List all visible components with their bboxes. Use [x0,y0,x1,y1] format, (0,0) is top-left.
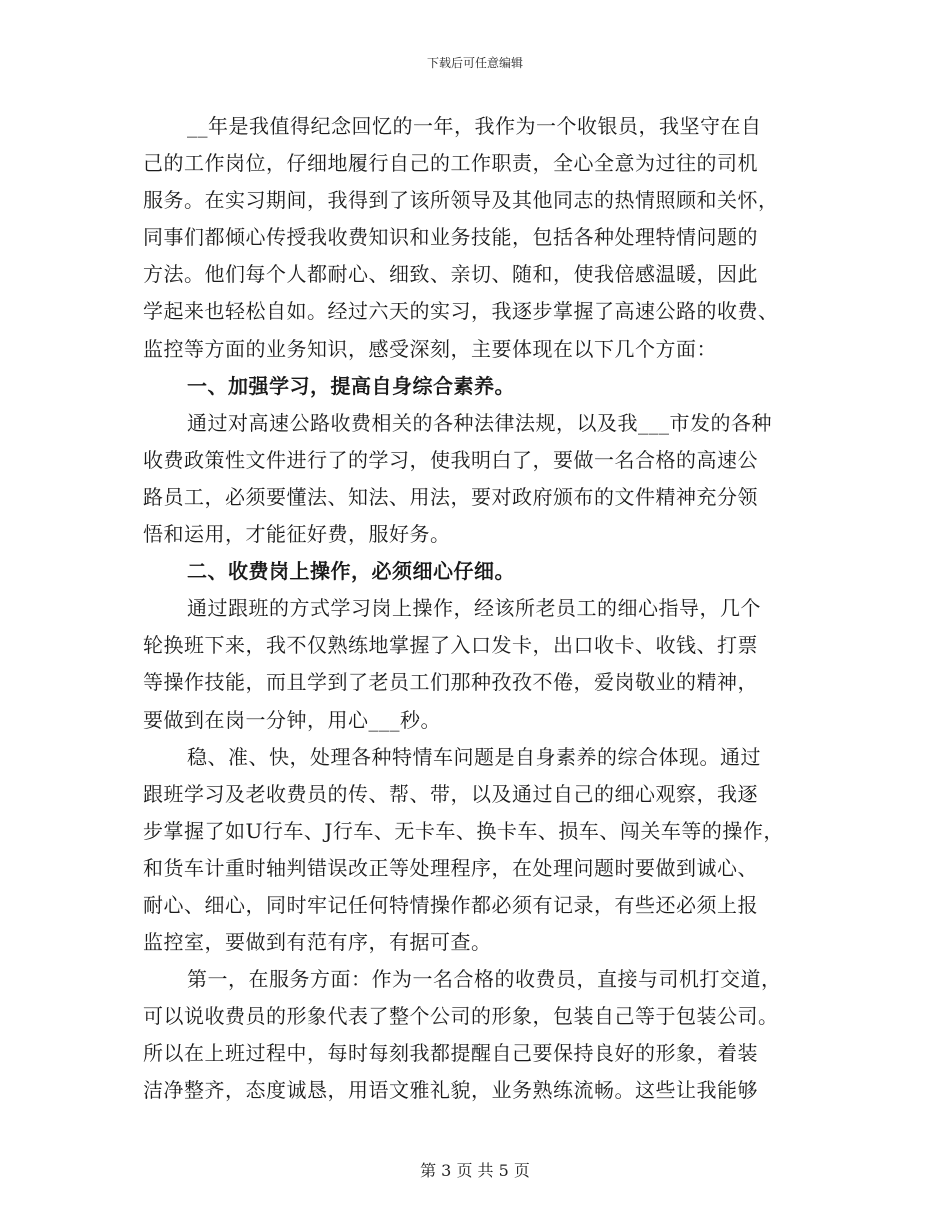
document-body [143,108,823,1110]
paragraph-line: 学起来也轻松自如。经过六天的实习，我逐步掌握了高速公路的收费、 [143,299,779,324]
paragraph-line: 己的工作岗位，仔细地履行自己的工作职责，全心全意为过往的司机 [143,151,758,176]
paragraph-line: 步掌握了如U行车、J行车、无卡车、换卡车、损车、闯关车等的操作， [143,818,784,843]
page-footer: 第 3 页 共 5 页 [420,1161,530,1180]
page-header: 下载后可任意编辑 [426,56,523,70]
paragraph-line: __年是我值得纪念回忆的一年，我作为一个收银员，我坚守在自 [187,114,762,138]
paragraph-line: 收费政策性文件进行了的学习，使我明白了，要做一名合格的高速公 [143,447,758,472]
paragraph-line: 洁净整齐，态度诚恳，用语文雅礼貌，业务熟练流畅。这些让我能够 [143,1078,758,1103]
paragraph-line: 要做到在岗一分钟，用心___秒。 [143,707,441,732]
section-heading: 一、加强学习，提高自身综合素养。 [187,373,515,398]
paragraph-line: 耐心、细心，同时牢记任何特情操作都必须有记录，有些还必须上报 [143,892,758,917]
paragraph-line: 监控室，要做到有范有序，有据可查。 [143,930,492,955]
paragraph-line: 和货车计重时轴判错误改正等处理程序，在处理问题时要做到诚心、 [143,855,758,880]
section-heading: 二、收费岗上操作，必须细心仔细。 [187,559,515,584]
paragraph-line: 可以说收费员的形象代表了整个公司的形象，包装自己等于包装公司。 [143,1004,779,1029]
paragraph-line: 路员工，必须要懂法、知法、用法，要对政府颁布的文件精神充分领 [143,484,758,509]
paragraph-line: 跟班学习及老收费员的传、帮、带，以及通过自己的细心观察，我逐 [143,781,758,806]
paragraph-line: 方法。他们每个人都耐心、细致、亲切、随和，使我倍感温暖，因此 [143,262,758,287]
paragraph-line: 等操作技能，而且学到了老员工们那种孜孜不倦，爱岗敬业的精神， [143,670,758,695]
paragraph-line: 悟和运用，才能征好费，服好务。 [143,522,451,547]
paragraph-line: 所以在上班过程中，每时每刻我都提醒自己要保持良好的形象，着装 [143,1041,758,1066]
paragraph-line: 通过跟班的方式学习岗上操作，经该所老员工的细心指导，几个 [187,596,761,621]
paragraph-line: 通过对高速公路收费相关的各种法律法规，以及我___市发的各种 [187,410,772,435]
paragraph-line: 第一，在服务方面：作为一名合格的收费员，直接与司机打交道， [187,967,782,992]
paragraph-line: 监控等方面的业务知识，感受深刻，主要体现在以下几个方面： [143,336,717,361]
paragraph-line: 稳、准、快，处理各种特情车问题是自身素养的综合体现。通过 [187,744,761,769]
paragraph-line: 服务。在实习期间，我得到了该所领导及其他同志的热情照顾和关怀， [143,188,779,213]
paragraph-line: 轮换班下来，我不仅熟练地掌握了入口发卡，出口收卡、收钱、打票 [143,633,758,658]
paragraph-line: 同事们都倾心传授我收费知识和业务技能，包括各种处理特情问题的 [143,225,758,250]
